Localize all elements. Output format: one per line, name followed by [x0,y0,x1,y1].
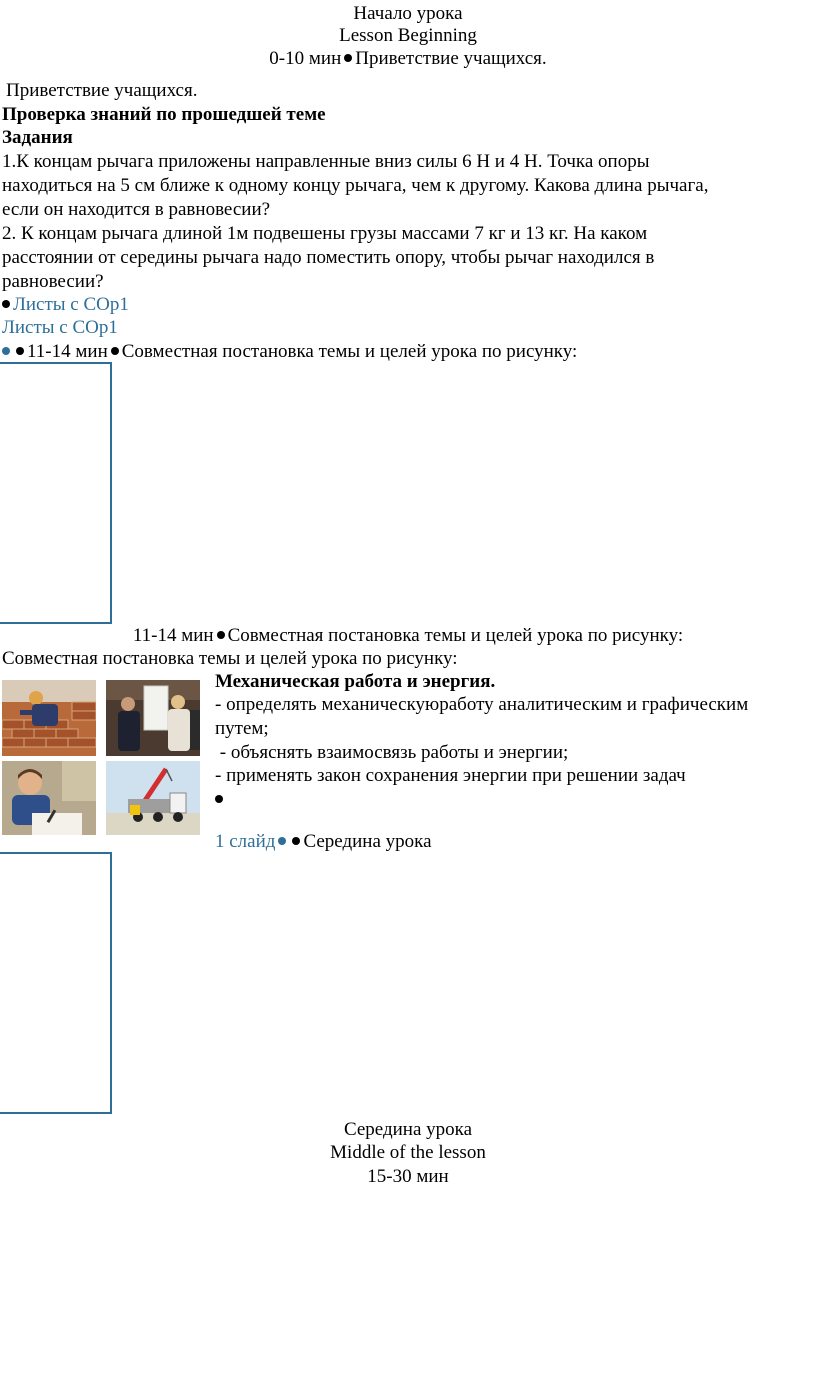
student-writing-photo [2,761,96,835]
bullet-icon [16,347,24,355]
stage-2-repeat-text: Совместная постановка темы и целей урока по рисунку: [2,648,458,669]
middle-title-ru: Середина урока [343,1119,473,1140]
stage-2-time: 11-14 мин [27,341,108,362]
greeting-inline: Приветствие учащихся. [355,48,547,69]
goals-title: Механическая работа и энергия. [215,671,496,692]
lesson-beginning-title-en: Lesson Beginning [339,25,477,46]
tasks-heading: Задания [2,127,73,148]
bullet-icon [215,795,223,803]
slide-line [215,830,432,854]
bullet-blue-icon [2,347,10,355]
goals-bullet [215,788,226,812]
time-line-0-10 [0,47,816,71]
bullet-icon [344,54,352,62]
goal-item-2: - объяснять взаимосвязь работы и энергии; [215,742,569,763]
goal-item-3: - применять закон сохранения энергии при решении задач [215,765,686,786]
empty-frame-1 [0,362,112,624]
bullet-icon [292,837,300,845]
goal-item-1-cont: путем; [215,718,269,739]
resource-link-2[interactable]: Листы с СОр1 [2,317,118,338]
task-1-line-3: если он находится в равновесии? [2,199,271,220]
bullet-blue-icon [278,837,286,845]
task-1-line-2: находиться на 5 см ближе к одному концу рычага, чем к другому. Какова длина рычага, [2,175,709,196]
bricklayer-photo [2,680,96,756]
middle-title-en: Middle of the lesson [330,1142,486,1163]
next-stage-text: Середина урока [303,831,432,852]
time-0-10: 0-10 мин [269,48,342,69]
lesson-beginning-title-ru: Начало урока [353,3,463,24]
stage-2-center-time: 11-14 мин [132,625,214,646]
bullet-icon [2,300,10,308]
presentation-photo [106,680,200,756]
greeting-text: Приветствие учащихся. [6,80,198,101]
task-2-line-1: 2. К концам рычага длиной 1м подвешены грузы массами 7 кг и 13 кг. На каком [2,223,648,244]
stage-2-line [2,340,577,364]
task-2-line-2: расстоянии от середины рычага надо поместить опору, чтобы рычаг находился в [2,247,655,268]
goal-item-1: - определять механическуюработу аналитическим и графическим [215,694,749,715]
task-1-line-1: 1.К концам рычага приложены направленные вниз силы 6 Н и 4 Н. Точка опоры [2,151,650,172]
stage-2-center-text: Совместная постановка темы и целей урока по рисунку: [227,625,684,646]
resource-link-row-1 [2,293,129,317]
stage-2-text: Совместная постановка темы и целей урока по рисунку: [121,341,578,362]
slide-link[interactable]: 1 слайд [215,831,276,852]
stage-2-center-line [0,624,816,648]
empty-frame-2 [0,852,112,1114]
crane-truck-photo [106,761,200,835]
task-2-line-3: равновесии? [2,271,104,292]
resource-link-1[interactable]: Листы с СОр1 [13,294,129,315]
bullet-icon [111,347,119,355]
bullet-icon [217,631,225,639]
middle-time: 15-30 мин [367,1166,449,1187]
check-heading: Проверка знаний по прошедшей теме [2,104,326,125]
